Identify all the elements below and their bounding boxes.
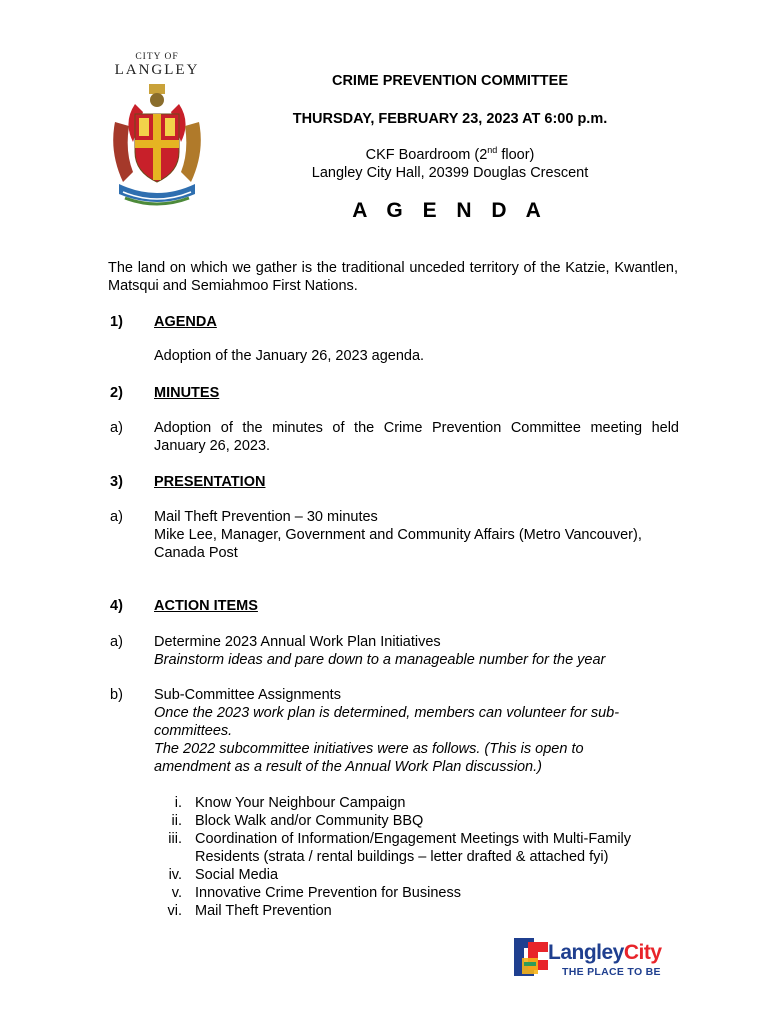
list-item-number: vi.	[167, 903, 182, 919]
action-item-a-note: Brainstorm ideas and pare down to a manageable number for the year	[154, 652, 606, 668]
action-item-b	[154, 686, 644, 776]
item-label: b)	[110, 687, 123, 703]
logo-word-langley: Langley	[548, 941, 624, 964]
section-title-presentation: PRESENTATION	[154, 474, 266, 490]
list-item-number: iii.	[168, 831, 182, 847]
list-item-number: iv.	[168, 867, 182, 883]
section-title-minutes: MINUTES	[154, 385, 220, 401]
meeting-datetime: THURSDAY, FEBRUARY 23, 2023 AT 6:00 p.m.	[292, 111, 608, 127]
city-crest-icon	[105, 52, 209, 212]
action-item-a-title: Determine 2023 Annual Work Plan Initiatives	[154, 634, 441, 650]
land-acknowledgement: The land on which we gather is the traditional unceded territory of the Katzie, Kwantlen, Matsqui and Semiahmoo First Nations.	[108, 260, 678, 294]
list-item	[150, 884, 640, 902]
list-item-text: Social Media	[195, 867, 279, 883]
logo-wordmark	[548, 942, 662, 964]
meeting-address: Langley City Hall, 20399 Douglas Crescent	[311, 165, 589, 181]
action-item-b-note-2: The 2022 subcommittee initiatives were as follows. (This is open to amendment as a result of the Annual Work Plan discussion.)	[154, 741, 584, 775]
logo-word-city: City	[623, 941, 662, 964]
list-item-number: i.	[174, 795, 182, 811]
section-number: 2)	[110, 385, 123, 401]
initiatives-list	[150, 794, 640, 920]
action-item-b-note: Once the 2023 work plan is determined, members can volunteer for sub-committees.	[154, 705, 620, 739]
section-title-agenda: AGENDA	[154, 314, 217, 330]
list-item-number: ii.	[171, 813, 182, 829]
list-item	[150, 830, 640, 866]
list-item-text: Know Your Neighbour Campaign	[195, 795, 406, 811]
crest-city-of: CITY OF	[135, 52, 179, 62]
crest-langley: LANGLEY	[114, 62, 200, 78]
action-item-a	[154, 633, 679, 669]
room-suffix: floor)	[497, 147, 535, 163]
room-prefix: CKF Boardroom (2	[365, 147, 488, 163]
list-item	[150, 812, 640, 830]
action-item-b-title: Sub-Committee Assignments	[154, 687, 341, 703]
list-item-text: Block Walk and/or Community BBQ	[195, 813, 424, 829]
list-item	[150, 866, 640, 884]
item-label: a)	[110, 420, 123, 436]
list-item-text: Mail Theft Prevention	[195, 903, 332, 919]
presentation-presenter: Mike Lee, Manager, Government and Community Affairs (Metro Vancouver), Canada Post	[154, 527, 642, 561]
agenda-adoption-text: Adoption of the January 26, 2023 agenda.	[154, 348, 425, 364]
item-label: a)	[110, 509, 123, 525]
list-item-text: Coordination of Information/Engagement Meetings with Multi-Family Residents (strata / rental buildings – letter drafted & attached fyi)	[195, 831, 632, 865]
section-number: 3)	[110, 474, 123, 490]
logo-tagline: THE PLACE TO BE	[562, 966, 661, 978]
page-title: A G E N D A	[352, 199, 548, 222]
room-sup: nd	[487, 145, 498, 156]
presentation-item	[154, 508, 679, 562]
meeting-room	[255, 146, 645, 164]
list-item	[150, 902, 640, 920]
minutes-adoption-text: Adoption of the minutes of the Crime Prevention Committee meeting held January 26, 2023.	[154, 420, 679, 454]
presentation-topic: Mail Theft Prevention – 30 minutes	[154, 509, 378, 525]
list-item-number: v.	[171, 885, 182, 901]
list-item-text: Innovative Crime Prevention for Business	[195, 885, 461, 901]
section-number: 4)	[110, 598, 123, 614]
section-title-action-items: ACTION ITEMS	[154, 598, 258, 614]
list-item	[150, 794, 640, 812]
item-label: a)	[110, 634, 123, 650]
section-number: 1)	[110, 314, 123, 330]
committee-name: CRIME PREVENTION COMMITTEE	[331, 73, 569, 89]
